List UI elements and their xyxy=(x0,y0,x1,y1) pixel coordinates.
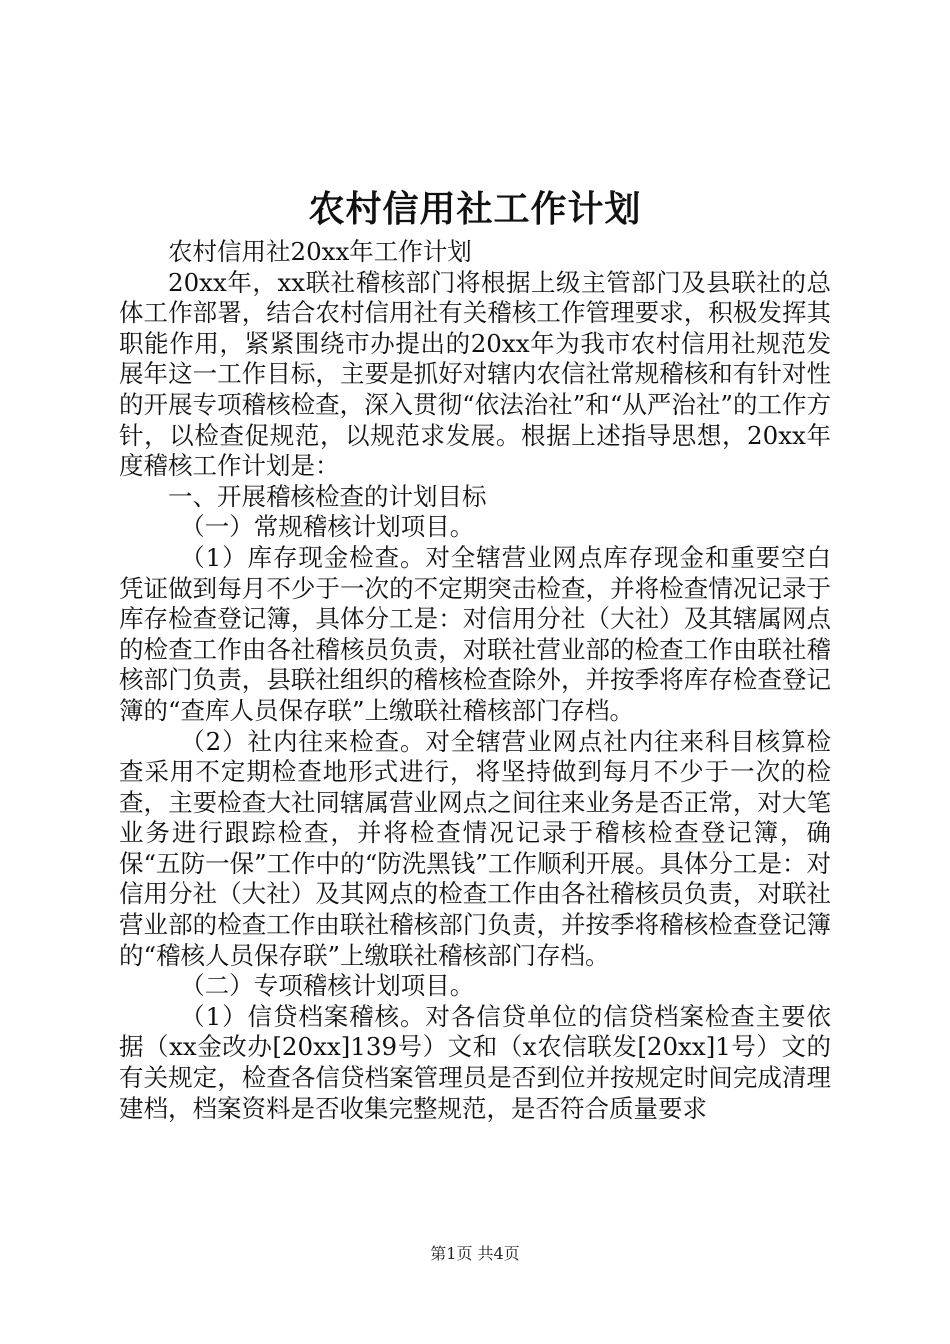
subsection-heading-1: （一）常规稽核计划项目。 xyxy=(180,512,475,542)
paragraph-cash-inventory-check: （1）库存现金检查。对全辖营业网点库存现金和重要空白凭证做到每月不少于一次的不定期突击检查，并将检查情况记录于库存检查登记簿，具体分工是：对信用分社（大社）及其辖属网点的检查工作由各社稽核员负责，对联社营业部的检查工作由联社稽核部门负责，县联社组织的稽核检查除外，并按季将库存检查登记簿的“查库人员保存联”上缴联社稽核部门存档。 xyxy=(119,542,831,725)
paragraph-intro: 20xx年，xx联社稽核部门将根据上级主管部门及县联社的总体工作部署，结合农村信用社有关稽核工作管理要求，积极发挥其职能作用，紧紧围绕市办提出的20xx年为我市农村信用社规范发展年这一工作目标，主要是抓好对辖内农信社常规稽核和有针对性的开展专项稽核检查，深入贯彻“依法治社”和“从严治社”的工作方针，以检查促规范，以规范求发展。根据上述指导思想，20xx年度稽核工作计划是： xyxy=(119,267,831,481)
paragraph-internal-transactions-check: （2）社内往来检查。对全辖营业网点社内往来科目核算检查采用不定期检查地形式进行，将坚持做到每月不少于一次的检查，主要检查大社同辖属营业网点之间往来业务是否正常，对大笔业务进行跟踪检查，并将检查情况记录于稽核检查登记簿，确保“五防一保”工作中的“防洗黑钱”工作顺利开展。具体分工是：对信用分社（大社）及其网点的检查工作由各社稽核员负责，对联社营业部的检查工作由联社稽核部门负责，并按季将稽核检查登记簿的“稽核人员保存联”上缴联社稽核部门存档。 xyxy=(119,726,831,970)
subsection-heading-2: （二）专项稽核计划项目。 xyxy=(180,971,475,1001)
page-number-footer: 第1页 共4页 xyxy=(430,1244,520,1263)
document-body xyxy=(119,237,831,1124)
paragraph-credit-file-audit: （1）信贷档案稽核。对各信贷单位的信贷档案检查主要依据（xx金改办[20xx]139号）文和（x农信联发[20xx]1号）文的有关规定，检查各信贷档案管理员是否到位并按规定时间完成清理建档，档案资料是否收集完整规范，是否符合质量要求 xyxy=(119,1001,831,1123)
document-title: 农村信用社工作计划 xyxy=(308,188,642,230)
paragraph-subtitle: 农村信用社20xx年工作计划 xyxy=(168,237,472,266)
section-heading-1: 一、开展稽核检查的计划目标 xyxy=(168,481,487,511)
